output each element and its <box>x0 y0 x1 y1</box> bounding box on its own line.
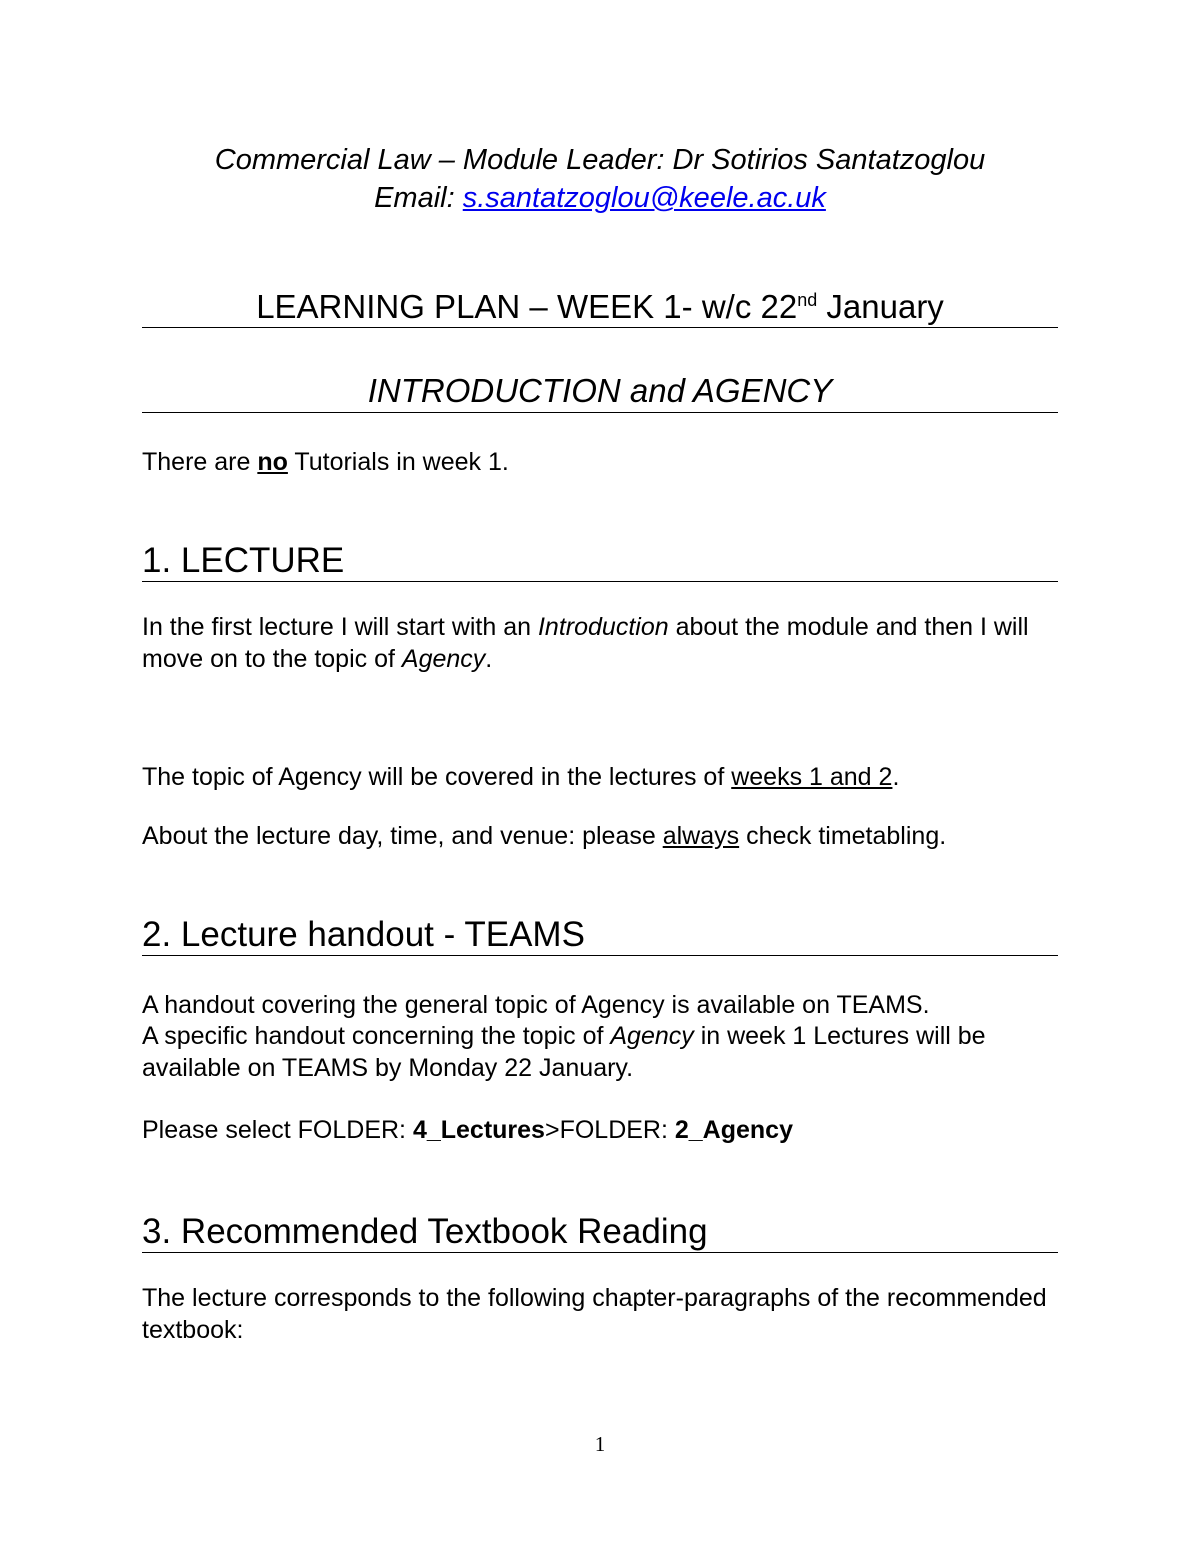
lecture-p3-text-a: About the lecture day, time, and venue: please <box>142 822 663 850</box>
topic-subtitle: INTRODUCTION and AGENCY <box>142 371 1058 413</box>
ordinal-suffix: nd <box>797 290 818 310</box>
handout-p2-text-b: in week 1 Lectures will be available on TEAMS by Monday 22 January. <box>142 1022 986 1082</box>
lecture-p2-text-a: The topic of Agency will be covered in the lectures of <box>142 763 732 791</box>
lecture-p1-text-a: In the first lecture I will start with an <box>142 613 538 641</box>
section-heading-reading: 3. Recommended Textbook Reading <box>142 1212 1058 1253</box>
email-link[interactable]: s.santatzoglou@keele.ac.uk <box>462 182 826 214</box>
lecture-p1-text-c: . <box>485 644 493 673</box>
handout-p2-agency: Agency <box>610 1022 694 1050</box>
folder-separator: >FOLDER: <box>544 1116 675 1144</box>
learning-plan-title-prefix: LEARNING PLAN – WEEK 1- w/c 22 <box>256 288 798 325</box>
handout-paragraph-2 <box>142 1021 1082 1084</box>
lecture-paragraph-1 <box>142 612 1082 675</box>
email-line <box>0 180 1200 216</box>
handout-p2-text-a: A specific handout concerning the topic of <box>142 1022 611 1050</box>
learning-plan-title <box>142 287 1058 328</box>
learning-plan-title-suffix: January <box>817 288 944 325</box>
folder-agency: 2_Agency <box>674 1116 793 1144</box>
section-heading-lecture: 1. LECTURE <box>142 541 1058 582</box>
section-heading-handout: 2. Lecture handout - TEAMS <box>142 915 1058 956</box>
lecture-p1-text-b: about the module and then I will move on to the topic of <box>142 613 1029 673</box>
lecture-p1-introduction: Introduction <box>537 613 669 641</box>
intro-paragraph <box>142 447 1082 479</box>
module-header <box>0 142 1200 178</box>
lecture-p3-text-b: check timetabling. <box>739 822 947 850</box>
intro-text-start: There are <box>142 448 258 476</box>
module-header-text: Commercial Law – Module Leader: Dr Sotirios Santatzoglou <box>214 144 986 176</box>
intro-emphasis: no <box>257 448 288 476</box>
lecture-p2-text-b: . <box>892 763 900 791</box>
folder-instruction <box>142 1115 1082 1147</box>
lecture-paragraph-3 <box>142 821 1082 853</box>
page-number: 1 <box>594 1432 606 1456</box>
lecture-p3-always: always <box>662 822 740 850</box>
folder-instruction-text: Please select FOLDER: <box>142 1116 413 1144</box>
reading-paragraph: The lecture corresponds to the following chapter-paragraphs of the recommended textbook: <box>142 1284 1047 1344</box>
lecture-p1-agency: Agency <box>401 644 486 673</box>
lecture-p2-weeks: weeks 1 and 2 <box>731 763 893 791</box>
lecture-paragraph-2 <box>142 762 1082 794</box>
handout-paragraph-1: A handout covering the general topic of Agency is available on TEAMS. <box>142 991 930 1019</box>
folder-lectures: 4_Lectures <box>412 1116 545 1144</box>
intro-text-end: Tutorials in week 1. <box>287 448 509 476</box>
email-label: Email: <box>374 182 463 214</box>
